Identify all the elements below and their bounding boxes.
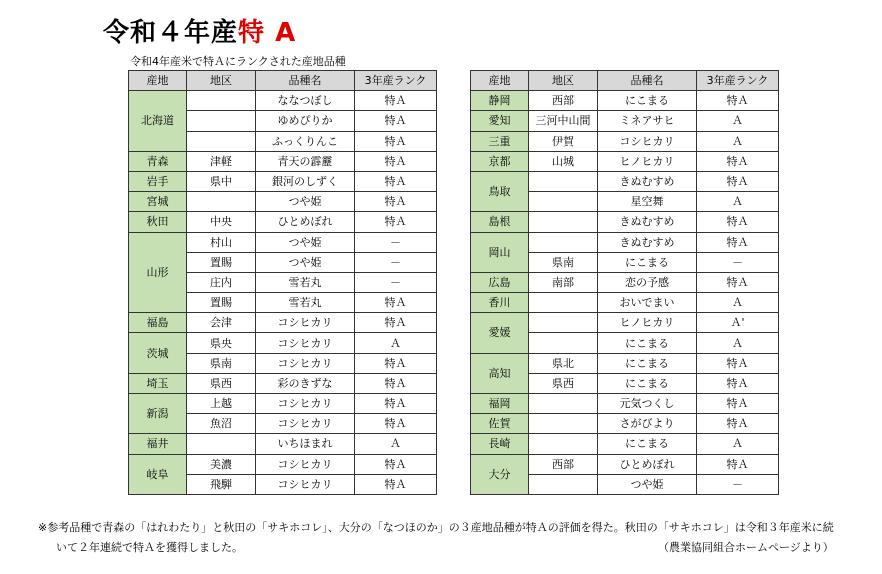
variety-cell: ゆめぴりか [256,111,355,131]
table-row [471,131,779,151]
variety-cell: コシヒカリ [256,333,355,353]
rank-cell: Ａ [697,111,779,131]
district-cell [187,111,256,131]
rank-cell: 特Ａ [355,91,437,111]
prefecture-cell: 愛知 [471,111,529,131]
right-rank-table [470,70,779,495]
variety-cell: コシヒカリ [256,454,355,474]
table-row [129,212,437,232]
rank-cell: 特Ａ [697,353,779,373]
header-row [129,71,437,91]
table-row [471,394,779,414]
prefecture-cell: 山形 [129,232,187,313]
header-variety: 品種名 [598,71,697,91]
rank-cell: 特Ａ [697,373,779,393]
rank-cell: 特Ａ [697,232,779,252]
header-prefecture: 産地 [471,71,529,91]
prefecture-cell: 三重 [471,131,529,151]
district-cell [529,212,598,232]
rank-cell: 特Ａ [355,111,437,131]
prefecture-cell: 福島 [129,313,187,333]
rank-cell: 特Ａ [355,474,437,494]
table-row [471,454,779,474]
rank-cell: － [697,252,779,272]
prefecture-cell: 岐阜 [129,454,187,494]
header-rank: 3年産ランク [697,71,779,91]
rank-cell: 特Ａ [355,151,437,171]
district-cell: 県中 [187,171,256,191]
district-cell [529,414,598,434]
rank-cell: － [355,232,437,252]
prefecture-cell: 鳥取 [471,171,529,211]
table-row [471,293,779,313]
prefecture-cell: 岩手 [129,171,187,191]
prefecture-cell: 愛媛 [471,313,529,353]
district-cell: 中央 [187,212,256,232]
table-row [471,212,779,232]
prefecture-cell: 長崎 [471,434,529,454]
prefecture-cell: 高知 [471,353,529,393]
district-cell: 三河中山間 [529,111,598,131]
prefecture-cell: 広島 [471,272,529,292]
district-cell [529,293,598,313]
rank-cell: － [355,252,437,272]
district-cell: 美濃 [187,454,256,474]
district-cell [529,192,598,212]
footnote-line-1: ※参考品種で青森の「はれわたり」と秋田の「サキホコレ」、大分の「なつほのか」の３産地品種が特Ａの評価を得た。秋田の「サキホコレ」は令和３年産米に続 [38,521,834,534]
district-cell [187,131,256,151]
header-row [471,71,779,91]
rank-cell: － [697,474,779,494]
variety-cell: いちほまれ [256,434,355,454]
footnote-line-2: いて２年連続で特Ａを獲得しました。 [56,541,243,554]
rank-cell: 特Ａ [355,171,437,191]
prefecture-cell: 埼玉 [129,373,187,393]
variety-cell: ヒノヒカリ [598,151,697,171]
district-cell: 村山 [187,232,256,252]
table-row [129,333,437,353]
prefecture-cell: 福岡 [471,394,529,414]
district-cell: 県央 [187,333,256,353]
title-accent: 特 A [238,18,297,48]
variety-cell: ふっくりんこ [256,131,355,151]
district-cell [529,171,598,191]
prefecture-cell: 新潟 [129,394,187,434]
table-row [471,232,779,252]
rank-cell: 特Ａ [355,373,437,393]
variety-cell: コシヒカリ [256,394,355,414]
variety-cell: きぬむすめ [598,232,697,252]
table-row [471,353,779,373]
variety-cell: にこまる [598,252,697,272]
rank-cell: 特Ａ [697,454,779,474]
rank-cell: 特Ａ [697,151,779,171]
variety-cell: コシヒカリ [256,474,355,494]
rank-cell: 特Ａ [697,91,779,111]
header-rank: 3年産ランク [355,71,437,91]
table-row [129,91,437,111]
rank-cell: － [355,272,437,292]
district-cell [187,434,256,454]
variety-cell: 雪若丸 [256,272,355,292]
prefecture-cell: 宮城 [129,192,187,212]
variety-cell: 銀河のしずく [256,171,355,191]
prefecture-cell: 秋田 [129,212,187,232]
district-cell: 県北 [529,353,598,373]
prefecture-cell: 岡山 [471,232,529,272]
prefecture-cell: 香川 [471,293,529,313]
table-row [129,454,437,474]
rank-cell: 特Ａ [697,394,779,414]
prefecture-cell: 大分 [471,454,529,494]
district-cell [529,474,598,494]
district-cell [529,394,598,414]
variety-cell: にこまる [598,353,697,373]
header-district: 地区 [187,71,256,91]
district-cell [529,232,598,252]
prefecture-cell: 青森 [129,151,187,171]
header-variety: 品種名 [256,71,355,91]
district-cell: 県西 [187,373,256,393]
prefecture-cell: 北海道 [129,91,187,152]
rank-cell: 特Ａ [697,414,779,434]
rank-cell: 特Ａ [697,272,779,292]
district-cell: 会津 [187,313,256,333]
variety-cell: 恋の予感 [598,272,697,292]
rank-cell: 特Ａ [697,171,779,191]
page-title [103,12,296,49]
variety-cell: きぬむすめ [598,171,697,191]
rank-cell: Ａ [697,434,779,454]
table-row [471,414,779,434]
district-cell: 県南 [529,252,598,272]
table-row [129,373,437,393]
header-prefecture: 産地 [129,71,187,91]
variety-cell: コシヒカリ [256,414,355,434]
table-row [471,171,779,191]
table-row [471,111,779,131]
rank-cell: 特Ａ [355,212,437,232]
district-cell: 県西 [529,373,598,393]
left-rank-table [128,70,437,495]
variety-cell: つや姫 [256,192,355,212]
district-cell: 庄内 [187,272,256,292]
rank-cell: 特Ａ [355,394,437,414]
table-row [129,313,437,333]
variety-cell: コシヒカリ [256,353,355,373]
variety-cell: コシヒカリ [598,131,697,151]
prefecture-cell: 島根 [471,212,529,232]
district-cell [187,192,256,212]
variety-cell: にこまる [598,333,697,353]
district-cell: 置賜 [187,252,256,272]
district-cell: 西部 [529,454,598,474]
district-cell: 西部 [529,91,598,111]
variety-cell: おいでまい [598,293,697,313]
prefecture-cell: 佐賀 [471,414,529,434]
rank-cell: 特Ａ [355,293,437,313]
district-cell [529,313,598,333]
variety-cell: つや姫 [256,232,355,252]
district-cell: 津軽 [187,151,256,171]
rank-cell: 特Ａ [355,131,437,151]
variety-cell: 星空舞 [598,192,697,212]
district-cell: 山城 [529,151,598,171]
variety-cell: ひとめぼれ [256,212,355,232]
district-cell [529,333,598,353]
rank-cell: Ａ' [697,313,779,333]
table-row [129,434,437,454]
variety-cell: つや姫 [598,474,697,494]
prefecture-cell: 福井 [129,434,187,454]
table-row [129,394,437,414]
variety-cell: にこまる [598,91,697,111]
rank-cell: 特Ａ [355,353,437,373]
rank-cell: Ａ [697,192,779,212]
rank-cell: 特Ａ [355,414,437,434]
district-cell: 魚沼 [187,414,256,434]
district-cell: 県南 [187,353,256,373]
table-row [471,91,779,111]
table-row [471,434,779,454]
variety-cell: コシヒカリ [256,313,355,333]
table-caption: 令和4年産米で特Ａにランクされた産地品種 [130,55,346,68]
rank-cell: 特Ａ [355,192,437,212]
variety-cell: 青天の霹靂 [256,151,355,171]
table-row [129,192,437,212]
variety-cell: 雪若丸 [256,293,355,313]
variety-cell: 元気つくし [598,394,697,414]
district-cell: 飛騨 [187,474,256,494]
table-row [471,313,779,333]
variety-cell: さがびより [598,414,697,434]
variety-cell: ななつぼし [256,91,355,111]
rank-cell: Ａ [697,293,779,313]
table-row [129,171,437,191]
district-cell [529,434,598,454]
rank-cell: 特Ａ [355,454,437,474]
variety-cell: にこまる [598,373,697,393]
variety-cell: きぬむすめ [598,212,697,232]
district-cell: 置賜 [187,293,256,313]
rank-cell: 特Ａ [355,313,437,333]
district-cell: 上越 [187,394,256,414]
rank-cell: Ａ [355,434,437,454]
prefecture-cell: 京都 [471,151,529,171]
table-row [471,151,779,171]
variety-cell: ミネアサヒ [598,111,697,131]
variety-cell: ひとめぼれ [598,454,697,474]
rank-cell: 特Ａ [697,212,779,232]
variety-cell: ヒノヒカリ [598,313,697,333]
header-district: 地区 [529,71,598,91]
rank-cell: Ａ [355,333,437,353]
variety-cell: つや姫 [256,252,355,272]
table-row [471,272,779,292]
district-cell [187,91,256,111]
source-credit: （農業協同組合ホームページより） [658,541,834,554]
table-row [129,232,437,252]
rank-cell: Ａ [697,333,779,353]
table-row [129,151,437,171]
district-cell: 南部 [529,272,598,292]
title-main: 令和４年産 [103,18,239,48]
district-cell: 伊賀 [529,131,598,151]
rank-cell: Ａ [697,131,779,151]
prefecture-cell: 静岡 [471,91,529,111]
variety-cell: にこまる [598,434,697,454]
variety-cell: 彩のきずな [256,373,355,393]
prefecture-cell: 茨城 [129,333,187,373]
